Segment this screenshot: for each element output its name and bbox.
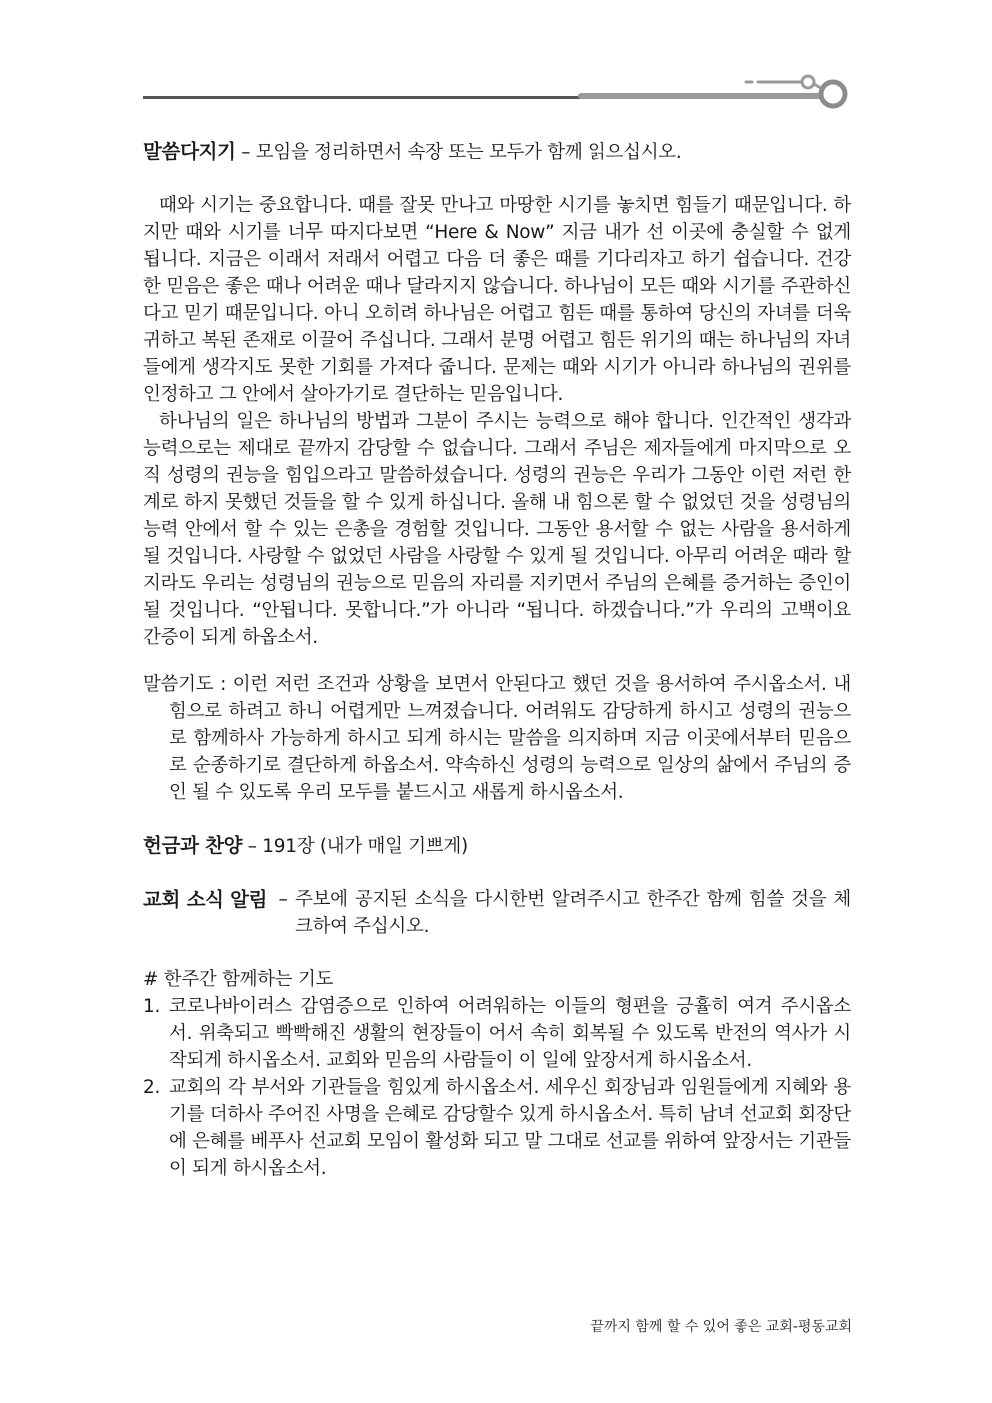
notice-title: 교회 소식 알림 bbox=[143, 888, 268, 911]
list-item-text: 코로나바이러스 감염증으로 인하여 어려워하는 이들의 형편을 긍휼히 여겨 주시옵소서. 위축되고 빡빡해진 생활의 현장들이 어서 속히 회복될 수 있도록 반전의 역사가 시작되게 하시옵소서. 교회와 믿음의 사람들이 이 일에 앞장서게 하시옵소서. bbox=[169, 996, 851, 1071]
page-footer: 끝까지 함께 할 수 있어 좋은 교회-평동교회 bbox=[590, 1319, 852, 1335]
body-paragraph-1: 때와 시기는 중요합니다. 때를 잘못 만나고 마땅한 시기를 놓치면 힘들기 때문입니다. 하지만 때와 시기를 너무 따지다보면 “Here & Now” 지금 내가 선 이곳에 충실할 수 없게 됩니다. 지금은 이래서 저래서 어렵고 다음 더 좋은 때를 기다리자고 하기 쉽습니다. 건강한 믿음은 좋은 때나 어려운 때나 달라지지 않습니다. 하나님이 모든 때와 시기를 주관하신다고 믿기 때문입니다. 아니 오히려 하나님은 어렵고 힘든 때를 통하여 당신의 자녀를 더욱 귀하고 복된 존재로 이끌어 주십니다. 그래서 분명 어렵고 힘든 위기의 때는 하나님의 자녀들에게 생각지도 못한 기회를 가져다 줍니다. 문제는 때와 시기가 아니라 하나님의 권위를 인정하고 그 안에서 살아가기로 결단하는 믿음입니다. bbox=[143, 195, 851, 405]
weekly-prayer-heading: # 한주간 함께하는 기도 bbox=[143, 969, 334, 990]
list-item-text: 교회의 각 부서와 기관들을 힘있게 하시옵소서. 세우신 회장님과 임원들에게 지혜와 용기를 더하사 주어진 사명을 은혜로 감당할수 있게 하시옵소서. 특히 남녀 선교회 회장단에 은혜를 베푸사 선교회 모임이 활성화 되고 말 그대로 선교를 위하여 앞장서는 기관들이 되게 하시옵소서. bbox=[169, 1077, 851, 1179]
list-item-number: 1. bbox=[143, 996, 161, 1017]
notice-dash: – bbox=[278, 889, 288, 910]
malsseum-title: 말씀다지기 bbox=[143, 140, 236, 163]
list-item bbox=[143, 993, 851, 1074]
notice-section bbox=[143, 886, 851, 940]
offering-line bbox=[143, 832, 851, 860]
key-ornament-icon bbox=[740, 70, 852, 110]
body-paragraph-2: 하나님의 일은 하나님의 방법과 그분이 주시는 능력으로 해야 합니다. 인간적인 생각과 능력으로는 제대로 끝까지 감당할 수 없습니다. 그래서 주님은 제자들에게 마지막으로 오직 성령의 권능을 힘입으라고 말씀하셨습니다. 성령의 권능은 우리가 그동안 이런 저런 한계로 하지 못했던 것들을 할 수 있게 하십니다. 올해 내 힘으론 할 수 없었던 것을 성령님의 능력 안에서 할 수 있는 은총을 경험할 것입니다. 그동안 용서할 수 없는 사람을 용서하게 될 것입니다. 사랑할 수 없었던 사람을 사랑할 수 있게 될 것입니다. 아무리 어려운 때라 할지라도 우리는 성령님의 권능으로 믿음의 자리를 지키면서 주님의 은혜를 증거하는 증인이 될 것입니다. “안됩니다. 못합니다.”가 아니라 “됩니다. 하겠습니다.”가 우리의 고백이요 간증이 되게 하옵소서. bbox=[143, 411, 851, 648]
malsseum-instruction: – 모임을 정리하면서 속장 또는 모두가 함께 읽으십시오. bbox=[235, 142, 682, 163]
malsseum-header bbox=[143, 138, 851, 166]
page-content bbox=[143, 138, 851, 1182]
list-item-number: 2. bbox=[143, 1077, 161, 1098]
malsseum-prayer: 말씀기도 : 이런 저런 조건과 상황을 보면서 안된다고 했던 것을 용서하여 주시옵소서. 내힘으로 하려고 하니 어렵게만 느껴졌습니다. 어려워도 감당하게 하시고 성령의 권능으로 함께하사 가능하게 하시고 되게 하시는 말씀을 의지하며 지금 이곳에서부터 믿음으로 순종하기로 결단하게 하옵소서. 약속하신 성령의 능력으로 일상의 삶에서 주님의 증인 될 수 있도록 우리 모두를 붙드시고 새롭게 하시옵소서. bbox=[143, 674, 851, 803]
offering-title: 헌금과 찬양 bbox=[143, 834, 243, 857]
list-item bbox=[143, 1074, 851, 1182]
offering-detail: – 191장 (내가 매일 기쁘게) bbox=[242, 836, 468, 857]
notice-body: 주보에 공지된 소식을 다시한번 알려주시고 한주간 함께 힘쓸 것을 체크하여 주십시오. bbox=[295, 889, 851, 937]
